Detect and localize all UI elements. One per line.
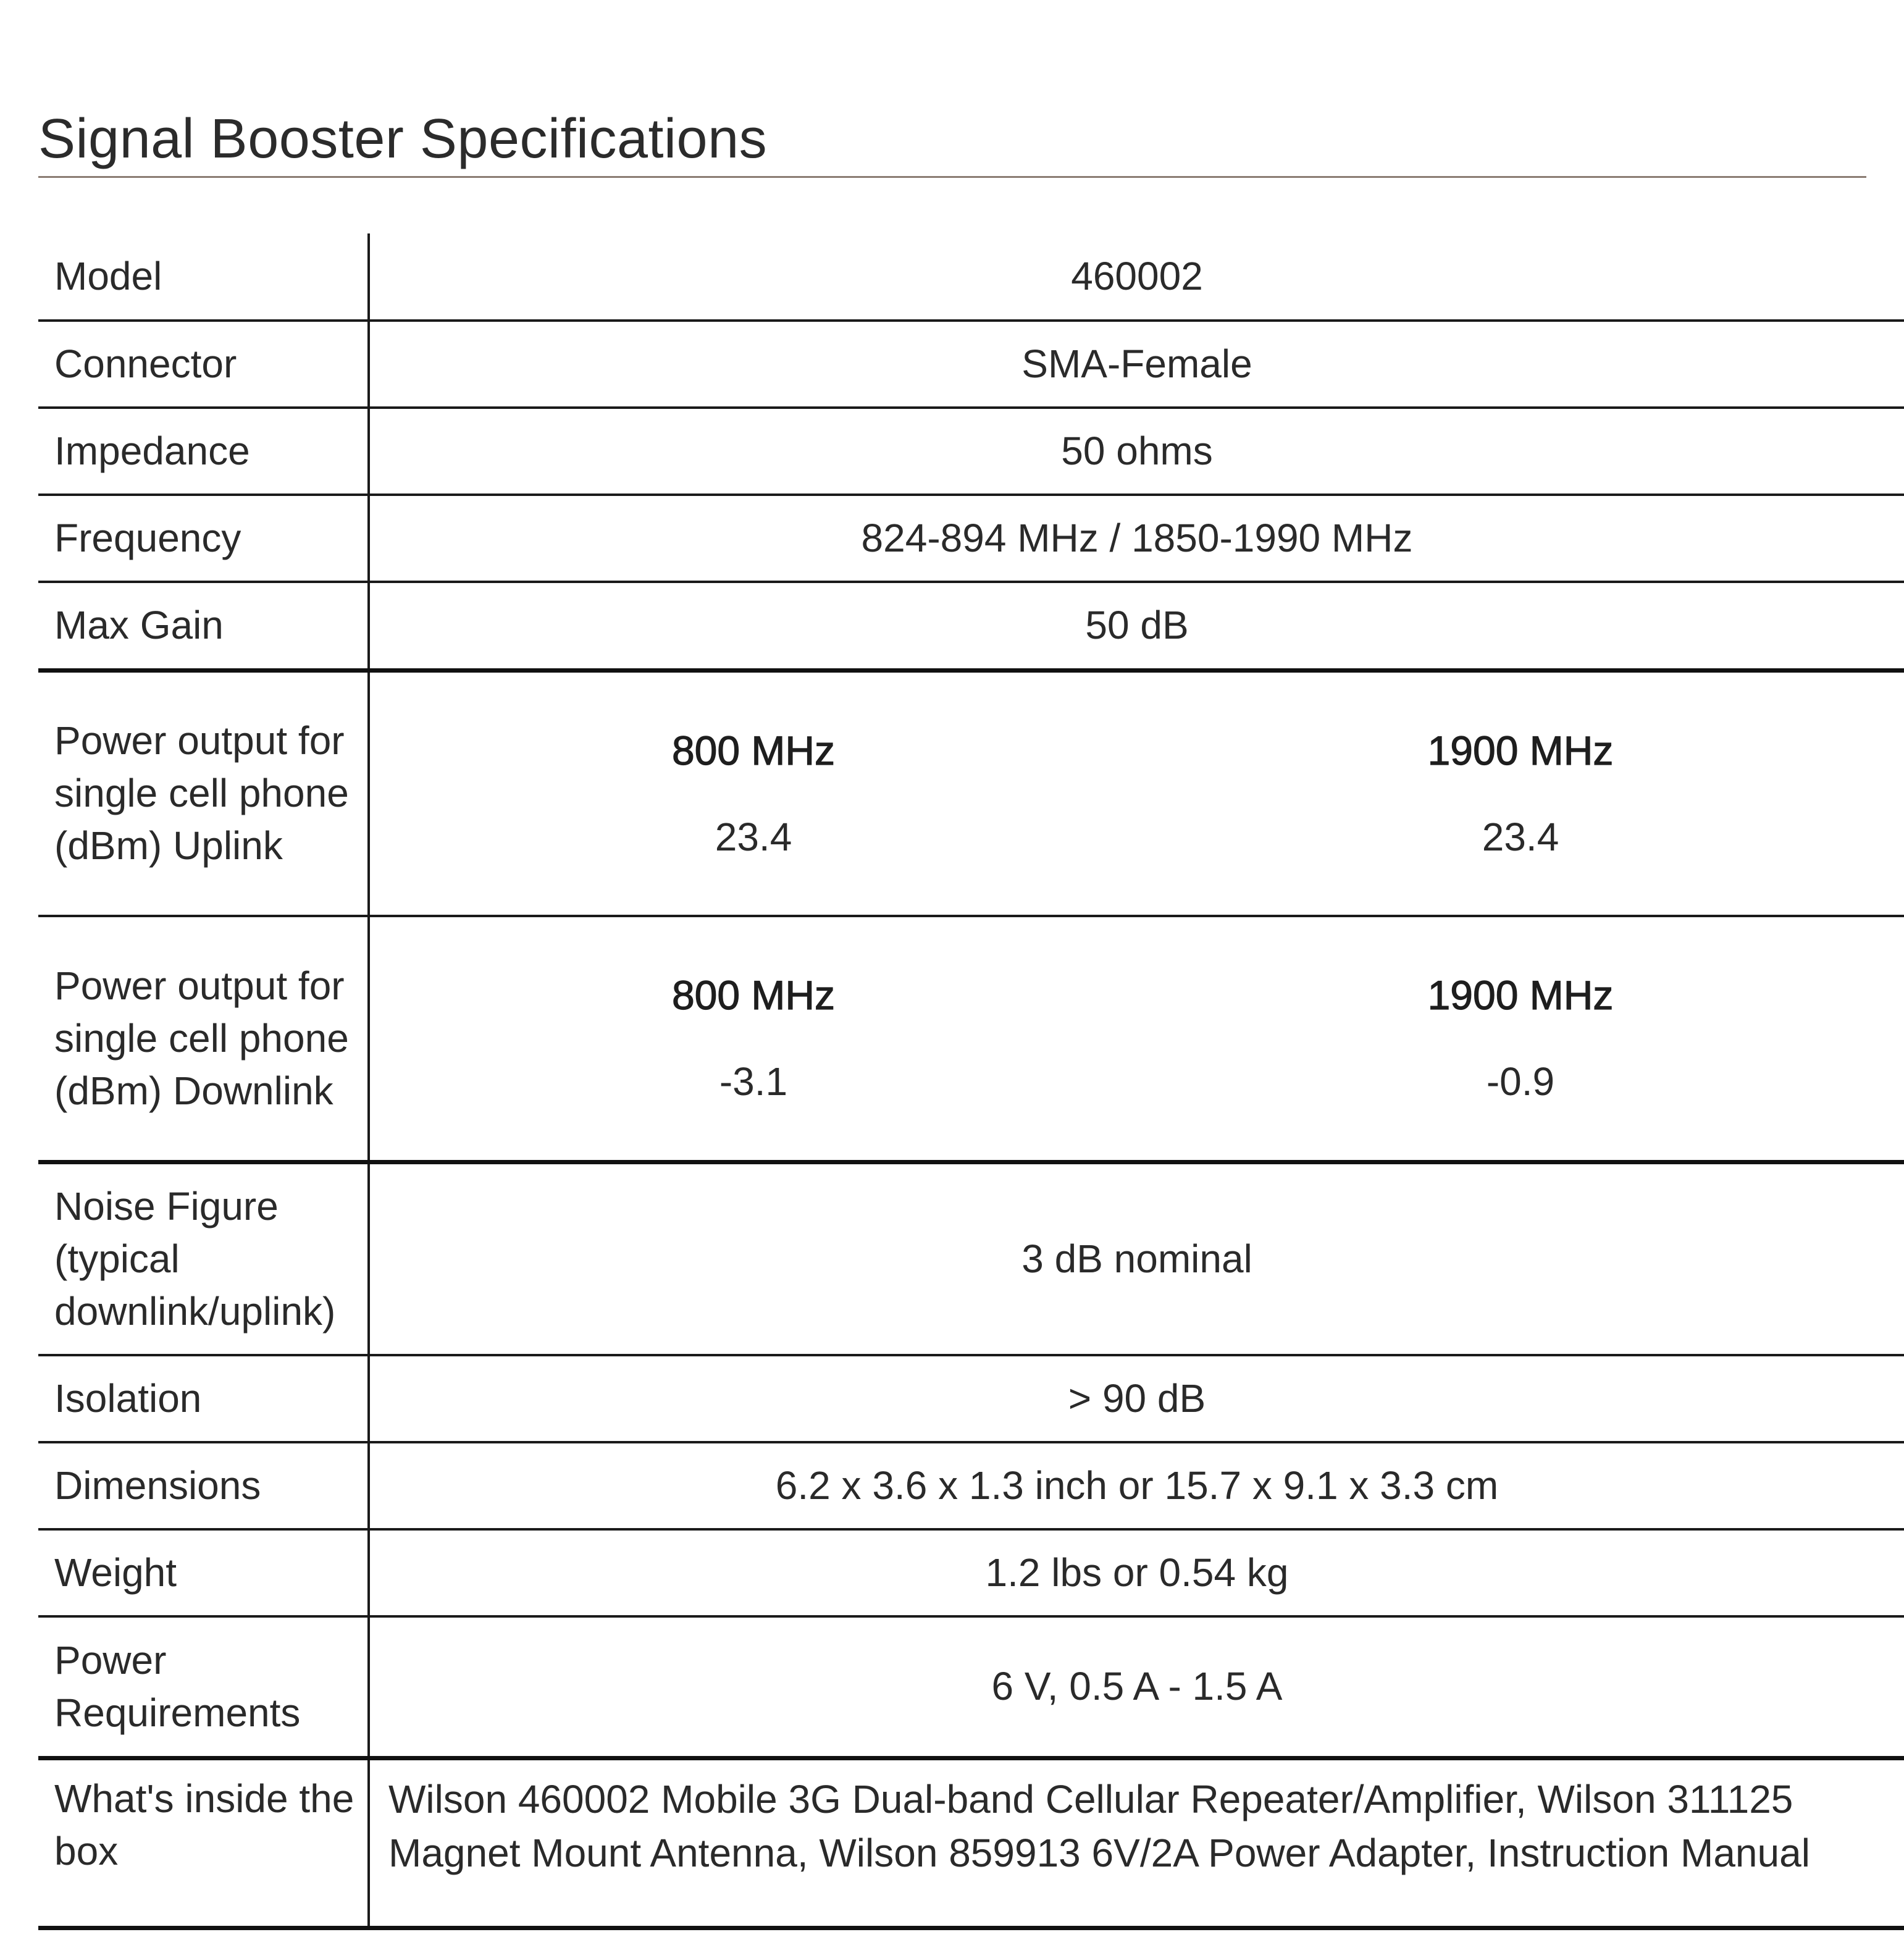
spec-label: Max Gain — [38, 582, 369, 670]
spec-row-model — [38, 233, 1904, 321]
spec-table — [38, 233, 1904, 1930]
spec-value: > 90 dB — [369, 1355, 1904, 1442]
band-header: 1900 MHz — [1427, 972, 1614, 1018]
spec-row-uplink — [38, 670, 1904, 916]
band-value: 23.4 — [1482, 814, 1559, 859]
spec-label: Dimensions — [38, 1442, 369, 1529]
spec-row-isolation — [38, 1355, 1904, 1442]
spec-row-weight — [38, 1529, 1904, 1616]
band-header: 800 MHz — [671, 727, 836, 773]
spec-row-max-gain — [38, 582, 1904, 670]
band-header: 800 MHz — [671, 972, 836, 1018]
spec-row-downlink — [38, 916, 1904, 1162]
spec-row-connector — [38, 321, 1904, 408]
spec-value: 6.2 x 3.6 x 1.3 inch or 15.7 x 9.1 x 3.3 cm — [369, 1442, 1904, 1529]
band-value: 23.4 — [715, 814, 792, 859]
spec-label: Model — [38, 233, 369, 321]
band-value: -0.9 — [1486, 1059, 1555, 1104]
spec-value: 824-894 MHz / 1850-1990 MHz — [369, 495, 1904, 582]
spec-row-power — [38, 1616, 1904, 1758]
spec-value: 50 dB — [369, 582, 1904, 670]
band-column-800 — [370, 970, 1137, 1106]
spec-row-noise-figure — [38, 1162, 1904, 1355]
band-value: -3.1 — [719, 1059, 788, 1104]
spec-label: Connector — [38, 321, 369, 408]
band-column-800 — [370, 726, 1137, 862]
spec-value: 1.2 lbs or 0.54 kg — [369, 1529, 1904, 1616]
spec-value: 3 dB nominal — [369, 1162, 1904, 1355]
page-title: Signal Booster Specifications — [38, 108, 768, 170]
spec-row-frequency — [38, 495, 1904, 582]
band-column-1900 — [1137, 970, 1904, 1106]
spec-row-box-contents — [38, 1758, 1904, 1928]
spec-row-dimensions — [38, 1442, 1904, 1529]
spec-label: Power output for single cell phone (dBm) Downlink — [38, 916, 369, 1162]
spec-label: Noise Figure (typical downlink/uplink) — [38, 1162, 369, 1355]
spec-label: Frequency — [38, 495, 369, 582]
spec-value: Wilson 460002 Mobile 3G Dual-band Cellular Repeater/Amplifier, Wilson 311125 Magnet Mount Antenna, Wilson 859913 6V/2A Power Adapter, Instruction Manual — [369, 1758, 1904, 1928]
spec-value: 460002 — [369, 233, 1904, 321]
spec-value: SMA-Female — [369, 321, 1904, 408]
spec-label: Weight — [38, 1529, 369, 1616]
spec-row-impedance — [38, 408, 1904, 495]
spec-label: What's inside the box — [38, 1758, 369, 1928]
spec-label: Impedance — [38, 408, 369, 495]
band-header: 1900 MHz — [1427, 727, 1614, 773]
spec-value-split — [369, 670, 1904, 916]
spec-value: 50 ohms — [369, 408, 1904, 495]
title-divider — [38, 176, 1866, 178]
spec-value-split — [369, 916, 1904, 1162]
spec-label: Isolation — [38, 1355, 369, 1442]
spec-label: Power output for single cell phone (dBm) Uplink — [38, 670, 369, 916]
band-column-1900 — [1137, 726, 1904, 862]
spec-label: Power Requirements — [38, 1616, 369, 1758]
spec-value: 6 V, 0.5 A - 1.5 A — [369, 1616, 1904, 1758]
